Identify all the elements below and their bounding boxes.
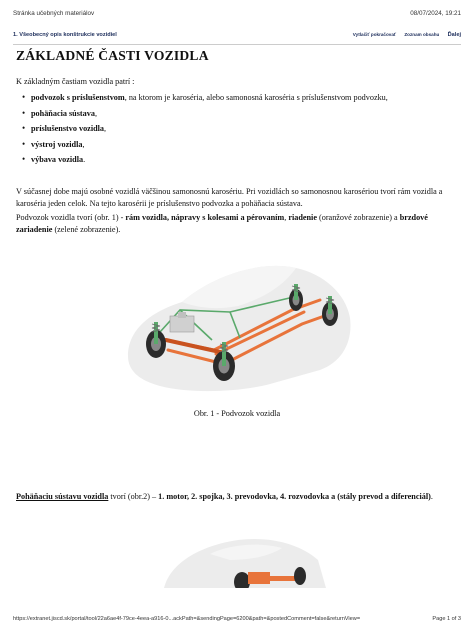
list-item: • podvozok s príslušenstvom, na ktorom je karoséria, alebo samonosná karoséria s príslušenstvom podvozku, [22, 90, 388, 106]
drivetrain-figure [150, 530, 330, 588]
list-item: • pohäňacia sústava, [22, 106, 388, 122]
header-date: 08/07/2024, 19:21 [410, 10, 461, 17]
intro-text: K základným častiam vozidla patrí : [16, 77, 135, 86]
header-left: Stránka učebných materiálov [13, 10, 95, 17]
paragraph-chassis: Podvozok vozidla tvorí (obr. 1) - rám vozidla, nápravy s kolesami a pérovaním, riadenie (oranžové zobrazenie) a brzdové zariadenie (zelené zobrazenie). [16, 213, 428, 234]
print-button[interactable]: Vytlačiť pokračovať [352, 32, 397, 37]
figure1-caption: Obr. 1 - Podvozok vozidla [193, 409, 281, 418]
toolbar-buttons [346, 32, 461, 38]
list-item: • výstroj vozidla, [22, 137, 388, 153]
footer-url: https://extranet.jiscd.sk/portal/tool/22a6ae4f-79ce-4eea-a916-0...ackPath=&sendingPage=6200&path=&postedComment=false&returnView= [13, 616, 361, 622]
page-footer [13, 616, 461, 622]
list-item: • príslušenstvo vozidla, [22, 121, 388, 137]
next-button[interactable]: Ďalej [447, 32, 461, 38]
page-title: ZÁKLADNÉ ČASTI VOZIDLA [16, 48, 209, 63]
toolbar [13, 30, 461, 45]
paragraph-drivetrain: Pohäňaciu sústavu vozidla tvorí (obr.2) – 1. motor, 2. spojka, 3. prevodovka, 4. rozvodovka a (stály prevod a diferenciál). [16, 492, 433, 501]
breadcrumb[interactable]: 1. Všeobecný opis konštrukcie vozidiel [13, 32, 117, 38]
toc-button[interactable]: Zoznam obsahu [404, 32, 440, 37]
paragraph-body-types: V súčasnej dobe majú osobné vozidlá väčšinou samonosnú karosériu. Pri vozidlách so samonosnou karosériou tvorí rám vozidla a karoséria jeden celok. Na tejto karosérii je príslušenstvo podvozka a pohäňacia sústava. [16, 187, 443, 208]
chassis-figure [120, 252, 356, 400]
parts-list [22, 90, 388, 168]
list-item: • výbava vozidla. [22, 152, 388, 168]
page-number: Page 1 of 3 [432, 616, 461, 622]
